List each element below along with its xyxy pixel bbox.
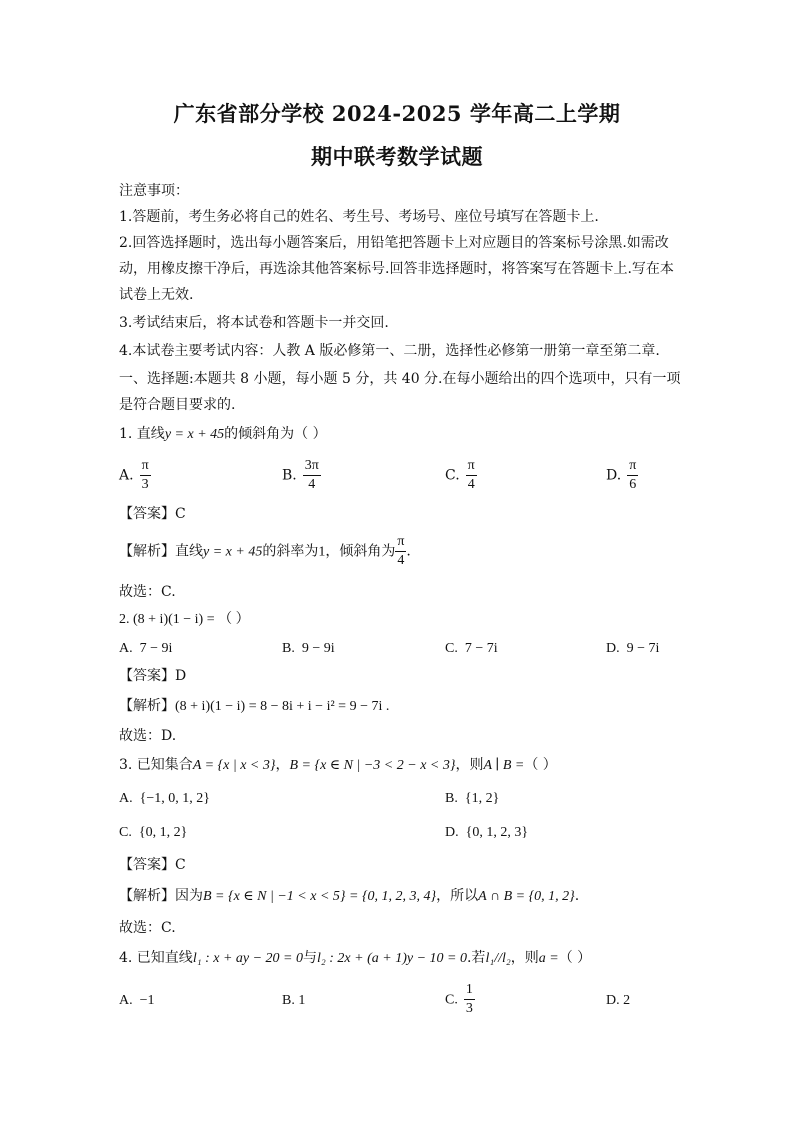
page-subtitle: 期中联考数学试题 (311, 144, 483, 169)
question-4-option-c (445, 982, 475, 1017)
option-label: D. (445, 825, 459, 840)
fraction-denominator: 3 (141, 477, 149, 492)
question-4-stem (119, 948, 591, 969)
option-label: C. (445, 992, 458, 1008)
separator: ， (275, 757, 290, 773)
section-instruction-line-2: 是符合题目要求的. (119, 397, 236, 413)
fraction-numerator: π (140, 458, 151, 476)
question-1-answer: 【答案】C (119, 506, 186, 522)
option-label: C. (119, 825, 132, 840)
option-fraction (140, 458, 151, 493)
question-2-stem: 2. (8 + i)(1 − i) = （ ） (119, 612, 250, 627)
note-1: 1.答题前，考生务必将自己的姓名、考生号、考场号、座位号填写在答题卡上. (119, 209, 599, 225)
question-2-option-c (445, 639, 498, 659)
note-2-line-2: 动，用橡皮擦干净后，再选涂其他答案标号.回答非选择题时，将答案写在答题卡上.写在本 (119, 261, 674, 277)
fraction-denominator: 3 (465, 1001, 473, 1016)
question-1-formula: y = x + 45 (164, 427, 225, 442)
option-text: −1 (139, 993, 155, 1008)
intersection-formula: A ∣ B = (483, 758, 525, 773)
question-1-option-d (606, 458, 638, 493)
analysis-fraction (395, 534, 406, 569)
analysis-formula: B = {x ∈ N | −1 < x < 5} = {0, 1, 2, 3, 4} (203, 889, 437, 904)
question-1-choose: 故选：C. (119, 584, 176, 600)
question-4-mid-3: ，则 (510, 950, 539, 966)
a-formula: a = (538, 951, 559, 966)
option-label: B. (282, 641, 295, 656)
question-3-suffix: （ ） (524, 757, 557, 773)
note-4: 4.本试卷主要考试内容：人教 A 版必修第一、二册，选择性必修第一册第一章至第二章. (119, 343, 660, 359)
option-label: A. (119, 641, 133, 656)
question-4-option-d (606, 991, 630, 1011)
fraction-denominator: 6 (629, 477, 637, 492)
set-b-formula: B = {x ∈ N | −3 < 2 − x < 3} (289, 758, 456, 773)
option-fraction (466, 458, 477, 493)
question-1-option-a (119, 458, 151, 493)
question-3-choose: 故选：C. (119, 920, 176, 936)
option-text: 9 − 9i (301, 641, 335, 656)
option-label: C. (445, 467, 460, 484)
option-text: 1 (298, 993, 306, 1008)
question-1-option-b (282, 458, 321, 493)
analysis-formula: (8 + i)(1 − i) = 8 − 8i + i − i² = 9 − 7i . (175, 699, 390, 714)
question-1-prefix: 1. 直线 (119, 426, 165, 442)
option-label: A. (119, 467, 134, 484)
question-3-option-c (119, 823, 187, 843)
analysis-text-2: ，倾斜角为 (325, 543, 396, 560)
analysis-text: ，所以 (436, 888, 479, 904)
question-3-analysis (119, 886, 579, 907)
question-3-option-d (445, 823, 528, 843)
question-3-answer: 【答案】C (119, 857, 186, 873)
option-fraction (464, 982, 475, 1017)
question-4-prefix: 4. 已知直线 (119, 950, 193, 966)
option-label: B. (282, 993, 295, 1008)
analysis-label: 【解析】因为 (119, 888, 203, 904)
line-l1-formula: l₁ : x + ay − 20 = 0 (192, 951, 304, 966)
fraction-denominator: 4 (467, 477, 475, 492)
question-1-stem (119, 424, 327, 445)
option-text: 2 (623, 993, 631, 1008)
note-3: 3.考试结束后，将本试卷和答题卡一并交回. (119, 315, 389, 331)
set-a-formula: A = {x | x < 3} (192, 758, 276, 773)
option-label: D. (606, 993, 620, 1008)
line-l2-formula: l₂ : 2x + (a + 1)y − 10 = 0 (317, 951, 467, 966)
question-3-option-b (445, 789, 499, 809)
question-2-choose: 故选：D. (119, 728, 177, 744)
fraction-denominator: 4 (397, 553, 405, 568)
analysis-formula-2: A ∩ B = {0, 1, 2} (478, 889, 575, 904)
fraction-denominator: 4 (308, 477, 316, 492)
question-2-answer: 【答案】D (119, 668, 187, 684)
option-label: B. (282, 467, 297, 484)
fraction-numerator: 1 (464, 982, 475, 1000)
question-1-analysis (119, 534, 411, 569)
fraction-numerator: π (627, 458, 638, 476)
option-text: 7 − 9i (139, 641, 173, 656)
notes-heading: 注意事项： (119, 183, 189, 199)
analysis-label: 【解析】直线 (119, 543, 203, 560)
question-3-mid: ，则 (455, 757, 484, 773)
option-fraction (627, 458, 638, 493)
parallel-formula: l₁//l₂ (485, 951, 511, 966)
fraction-numerator: 3π (303, 458, 321, 476)
section-instruction-line-1: 一、选择题:本题共 8 小题，每小题 5 分，共 40 分.在每小题给出的四个选项中，只有一项 (119, 371, 681, 387)
fraction-numerator: π (466, 458, 477, 476)
page-title: 广东省部分学校 2024-2025 学年高二上学期 (173, 101, 621, 126)
analysis-formula: y = x + 45 (203, 544, 263, 560)
question-4-mid: 与 (303, 950, 318, 966)
question-4-suffix: （ ） (558, 950, 592, 966)
question-2-option-d (606, 639, 659, 659)
question-4-option-b (282, 991, 305, 1011)
option-text: {0, 1, 2, 3} (465, 825, 529, 840)
option-text: {−1, 0, 1, 2} (139, 791, 210, 806)
option-fraction (303, 458, 321, 493)
analysis-end: . (574, 888, 580, 904)
option-text: 7 − 7i (464, 641, 498, 656)
note-2-line-3: 试卷上无效. (119, 287, 194, 303)
option-text: 9 − 7i (626, 641, 660, 656)
option-text: {1, 2} (464, 791, 500, 806)
question-4-mid-2: .若 (466, 950, 486, 966)
fraction-numerator: π (395, 534, 406, 552)
note-2-line-1: 2.回答选择题时，选出每小题答案后，用铅笔把答题卡上对应题目的答案标号涂黑.如需改 (119, 235, 669, 251)
analysis-value: 1 (318, 544, 326, 560)
option-label: C. (445, 641, 458, 656)
question-3-option-a (119, 789, 210, 809)
option-label: D. (606, 641, 620, 656)
analysis-text: 的斜率为 (262, 543, 319, 560)
question-2-option-a (119, 639, 172, 659)
question-3-stem (119, 755, 557, 776)
question-1-option-c (445, 458, 477, 493)
question-3-prefix: 3. 已知集合 (119, 757, 193, 773)
question-4-option-a (119, 991, 155, 1011)
option-text: {0, 1, 2} (138, 825, 188, 840)
analysis-end: . (406, 543, 411, 560)
option-label: B. (445, 791, 458, 806)
option-label: A. (119, 993, 133, 1008)
analysis-label: 【解析】 (119, 698, 175, 714)
question-2-analysis (119, 696, 389, 717)
option-label: D. (606, 467, 622, 484)
question-1-suffix: 的倾斜角为（ ） (224, 426, 327, 442)
option-label: A. (119, 791, 133, 806)
question-2-option-b (282, 639, 335, 659)
